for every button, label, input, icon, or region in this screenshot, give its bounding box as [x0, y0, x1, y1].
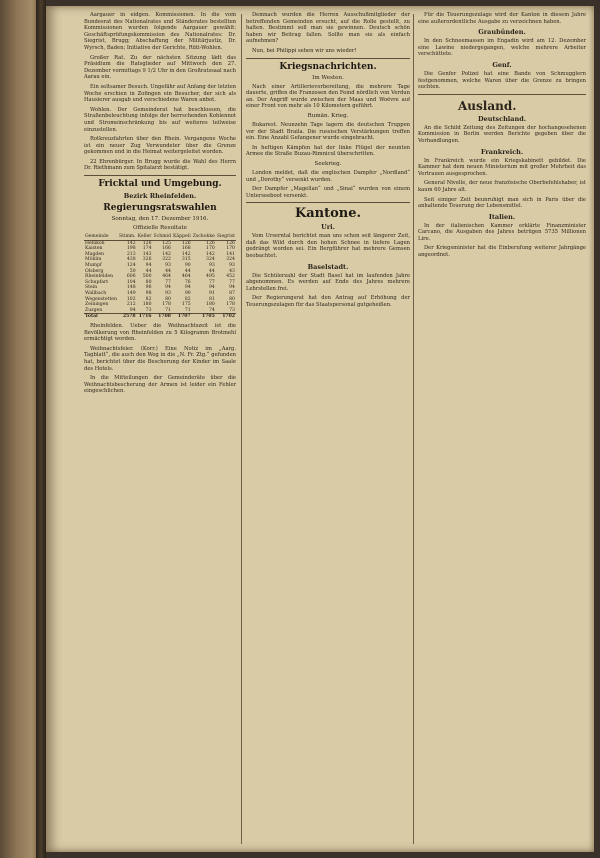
table-cell: Wallbach [85, 291, 107, 296]
table-cell: 77 [229, 279, 235, 285]
column-rule-2 [413, 14, 414, 844]
section-divider [246, 58, 410, 59]
article-paragraph: Demnach wurden die Herren Ausschußmitglieder der betreffenden Gemeinden ersucht, auf die Rolle gestellt, zu halten. Bestimmt soll man sie gewinnen. Deutsch schön haben wir Beitrag fallen. Sollte man sie als einfach aufnehmen? [246, 12, 410, 45]
article-paragraph: In die Mitteilungen der Gemeinderäte über die Weihnachtsbescherung der Armen ist leider ein Fehler eingeschlichen. [84, 375, 236, 395]
table-cell: 315 [181, 257, 191, 263]
table-cell: 2578 [118, 314, 137, 320]
subheading-west: Im Westen. [312, 74, 344, 81]
table-cell: 1708 [153, 314, 172, 320]
table-cell: 71 [184, 307, 191, 313]
table-cell: 495 [206, 274, 215, 280]
table-cell: 82 [184, 296, 191, 302]
table-cell: 1707 [172, 314, 192, 320]
table-cell: 93 [165, 263, 171, 269]
table-cell: 76 [184, 279, 191, 285]
table-cell: 464 [181, 274, 191, 280]
column-3 [418, 12, 586, 846]
article-paragraph: London meldet, daß die englischen Dampfer „Nordland“ und „Dorothy“ versenkt wurden. [246, 169, 410, 183]
table-cell: 98 [145, 291, 152, 296]
section-heading-ausland: Ausland. [458, 98, 517, 113]
table-cell: 80 [145, 279, 152, 285]
article-paragraph: Die Genfer Polizei hat eine Bande von Schmugglern festgenommen, welche Waren über die Grenze zu bringen suchten. [418, 70, 586, 91]
table-header-cell: Schmid [153, 234, 171, 240]
table-cell: 170 [206, 246, 215, 252]
table-cell: 180 [142, 302, 152, 308]
table-cell: Mumpf [85, 263, 102, 269]
table-cell: 166 [162, 246, 171, 252]
table-cell: 1702 [216, 314, 236, 320]
table-cell: 94 [184, 285, 191, 291]
column-2 [246, 12, 410, 846]
book-binding [36, 0, 46, 858]
table-cell: 90 [184, 291, 191, 296]
table-cell: 94 [208, 285, 215, 291]
article-paragraph: 22 Ehrenbürger. In Brugg wurde die Wahl des Herrn Dr. Riethmann zum Spitalarzt bestätigt. [84, 158, 236, 172]
election-heading: Regierungsratswahlen [103, 203, 217, 214]
article-paragraph: Großer Rat. Zu der nächsten Sitzung lädt das Präsidium die Ratsglieder auf Mittwoch den 27. Dezember vormittags 9 1/2 Uhr in den Großratssaal nach Aarau ein. [84, 54, 236, 81]
table-cell: 149 [126, 291, 136, 296]
subheading-basel: Baselstadt. [307, 262, 349, 271]
table-cell: 322 [162, 257, 171, 263]
table-cell: 168 [181, 246, 191, 252]
table-cell: Hellikon [85, 240, 105, 246]
table-cell: 93 [165, 291, 171, 296]
table-header-cell: Gemeinde [84, 234, 118, 240]
table-header-cell: Keller [137, 234, 152, 240]
section-heading-war: Kriegsnachrichten. [279, 61, 377, 72]
table-cell: Schupfart [85, 279, 109, 285]
table-header-cell: Stimm. [118, 234, 136, 240]
table-cell: 96 [145, 285, 152, 291]
table-cell: 43 [229, 268, 235, 274]
table-cell: 73 [145, 307, 152, 313]
table-cell: 50 [129, 268, 136, 274]
table-cell: 102 [126, 296, 136, 302]
table-cell: Magden [85, 251, 105, 257]
article-paragraph: In Frankreich wurde ein Kriegskabinett gebildet. Die Kammer hat dem neuen Ministerium mit großer Mehrheit das Vertrauen ausgesprochen. [418, 157, 586, 177]
table-cell: Zuzgen [85, 307, 103, 313]
article-paragraph: Der Dampfer „Magellan“ und „Sinai“ wurden von einem Unterseeboot versenkt. [246, 186, 410, 199]
table-cell: 326 [142, 257, 152, 263]
article-paragraph: Seit einiger Zeit beunruhigt man sich in Paris über die anhaltende Teuerung der Lebensmittel. [418, 196, 586, 210]
table-cell: 93 [229, 263, 235, 269]
subheading-genf: Genf. [492, 60, 512, 69]
article-paragraph: An die Schild Zeitung des Zeitungen der hochangesehenen Kommission in Berlin werden Berichte gegeben über die Verhandlungen. [418, 124, 586, 144]
table-cell: 148 [126, 285, 136, 291]
table-cell: 142 [126, 240, 136, 246]
table-cell: Wegenstetten [85, 296, 117, 302]
table-cell: Olsberg [85, 268, 104, 274]
table-cell: 71 [165, 307, 171, 313]
subheading-deutschland: Deutschland. [477, 114, 527, 123]
article-paragraph: In der italienischen Kammer erklärte Finanzminister Carcano, die Ausgaben des Jahres betrügen 5735 Millionen Lire. [418, 222, 586, 242]
subheading-uri: Uri. [321, 223, 335, 232]
table-cell: 104 [126, 279, 136, 285]
article-paragraph: Rheinfelden. Ueber die Weihnachtszeit ist die Bevölkerung von Rheinfelden zu 5 Kilogramm Brotmehl ermächtigt worden. [84, 322, 236, 343]
article-paragraph: Nun, bei Philippi sehen wir uns wieder! [252, 47, 357, 54]
table-cell: 91 [208, 291, 215, 296]
table-cell: 80 [165, 296, 171, 302]
table-header-cell: Käppeli [172, 234, 191, 240]
article-paragraph: Der Kriegsminister hat die Einberufung weiterer Jahrgänge angeordnet. [418, 245, 586, 259]
subheading-graubuenden: Graubünden. [478, 28, 526, 37]
table-cell: 87 [229, 291, 235, 296]
table-cell: 44 [184, 268, 191, 274]
table-cell: 77 [165, 279, 171, 285]
table-cell: 44 [208, 268, 215, 274]
table-cell: 142 [206, 251, 215, 257]
table-cell: 452 [226, 274, 235, 280]
section-heading-kantone: Kantone. [294, 206, 362, 222]
article-paragraph: General Nivelle, der neue französische Oberbefehlshaber, ist kaum 60 Jahre alt. [418, 180, 586, 193]
table-cell: 175 [181, 302, 191, 308]
article-paragraph: Weihnachtsfeier. (Korr.) Eine Notiz im „Aarg. Tagblatt“, die auch den Weg in die „N. Fr. Ztg.“ gefunden hat, berichtet über die Bescherung der Kinder im Saale des Hotels. [84, 345, 236, 372]
table-header-cell: Siegrist [216, 234, 235, 240]
table-body [84, 240, 236, 320]
table-cell: 212 [126, 302, 136, 308]
table-cell: 44 [165, 268, 171, 274]
table-cell: 143 [142, 251, 152, 257]
table-caption: Offizielle Resultate [133, 225, 187, 232]
subheading-sea: Seekrieg. [314, 160, 342, 167]
table-cell: 464 [162, 274, 171, 280]
article-paragraph: In den Schneemassen im Engadin wird am 12. Dezember eine Lawine niedergegangen, welche mehrere Arbeiter verschüttete. [418, 38, 586, 58]
table-cell: Möhlin [85, 257, 102, 263]
article-paragraph: Ein seltsamer Besuch. Ungefähr auf Anfang der letzten Woche erschien in Zofingen ein Besucher, der sich als Hausierer ausgab und verschiedene Waren anbot. [84, 83, 236, 104]
table-cell: 178 [162, 302, 171, 308]
table-cell: 124 [126, 263, 136, 269]
table-cell: 1716 [137, 314, 153, 320]
table-cell: 77 [208, 279, 215, 285]
section-divider [246, 202, 410, 203]
section-divider [84, 175, 236, 176]
table-cell: 82 [145, 296, 152, 302]
table-cell: 142 [181, 251, 191, 257]
article-paragraph: Aargauer in eidgen. Kommissionen. In die vom Bundesrat des Nationalrates und Ständerates bestellten Kommissionen wurden folgende Aargauer gewählt: Geschäftsprüfungskommission des Nationalrates: Dr. Siegrist, Brugg; Abschaffung der Militärjustiz, Dr. Wyrsch, Baden; Initiative der Gerichte, Rüti-Wohlen. [84, 12, 236, 51]
table-header-cell: Zschokke [192, 234, 215, 240]
table-cell: 90 [184, 263, 191, 269]
article-paragraph: Wohlen. Der Gemeinderat hat beschlossen, die Straßenbeleuchtung infolge der herrschenden Kohlennot und Stromeinschränkung bis auf weiteres teilweise einzustellen. [84, 106, 236, 133]
table-cell: 94 [145, 263, 152, 269]
article-paragraph: Für die Teuerungszulage wird der Kanton in diesem Jahre eine außerordentliche Ausgabe zu verzeichnen haben. [418, 12, 586, 25]
table-cell: 438 [126, 257, 136, 263]
table-cell: 126 [226, 240, 235, 246]
article-paragraph: Bukarest. Neunzehn Tage lagern die deutschen Truppen vor der Stadt Braila. Die russischen Verstärkungen treffen ein. Eine Anzahl Gefangener wurde eingebracht. [246, 121, 410, 142]
article-paragraph: Vom Urserntal berichtet man uns schon seit längerer Zeit, daß das Wild durch den hohen Schnee in tiefere Lagen gedrängt worden sei. Ein Bergführer hat mehrere Gemsen beobachtet. [246, 233, 410, 260]
table-cell: 1705 [192, 314, 216, 320]
table-cell: 126 [142, 240, 152, 246]
table-cell: 213 [126, 251, 136, 257]
table-cell: 198 [126, 246, 136, 252]
section-divider [418, 94, 586, 95]
table-cell: 174 [142, 246, 152, 252]
election-date: Sonntag, den 17. Dezember 1916. [111, 216, 209, 223]
article-paragraph: Nach einer Artillerievorbereitung, die mehrere Tage dauerte, griffen die Franzosen den Feind nördlich von Verdun an. Der Angriff wurde zwischen der Maas und Woëvre auf einer Front von mehr als 10 Kilometern geführt. [246, 83, 410, 110]
table-cell: Stein [85, 285, 98, 291]
table-cell: 500 [142, 274, 152, 280]
table-cell: 81 [208, 296, 215, 302]
table-cell: 170 [226, 246, 235, 252]
table-cell: 178 [226, 302, 235, 308]
table-cell: 141 [226, 251, 235, 257]
table-cell: Kaisten [85, 246, 103, 252]
table-header-row [84, 234, 236, 240]
column-rule-1 [241, 14, 242, 844]
table-cell: 324 [226, 257, 235, 263]
district-heading: Bezirk Rheinfelden. [123, 192, 197, 201]
section-heading-fricktal: Fricktal und Umgebung. [98, 179, 222, 190]
table-cell: 73 [229, 307, 235, 313]
table-cell: 606 [126, 274, 136, 280]
article-paragraph: Der Regierungsrat hat den Antrag auf Erhöhung der Teuerungszulagen für das Staatspersonal gutgeheißen. [246, 295, 410, 309]
table-cell: Rheinfelden [85, 274, 114, 280]
table-cell: 142 [162, 251, 171, 257]
table-total-row [84, 314, 236, 320]
subheading-east: Rumän. Krieg. [307, 112, 349, 119]
article-paragraph: In heftigen Kämpfen hat der linke Flügel der neunten Armee die Straße Buzau-Rimnicul überschritten. [246, 144, 410, 158]
article-paragraph: Die Schülerzahl der Stadt Basel hat im laufenden Jahre abgenommen. Es werden auf Ende des Jahres mehrere Lehrstellen frei. [246, 272, 410, 292]
subheading-italien: Italien. [488, 212, 516, 221]
table-cell: 126 [206, 240, 215, 246]
subheading-frankreich: Frankreich. [480, 147, 524, 156]
table-cell: 93 [208, 263, 215, 269]
left-page-edge [0, 0, 40, 858]
table-cell: 94 [129, 307, 136, 313]
table-cell: Zeiningen [85, 302, 109, 308]
newspaper-page [46, 6, 594, 852]
column-1 [84, 12, 236, 846]
article-paragraph: Rotkreuzfahrten über den Rhein. Vergangene Woche ist ein neuer Zug Verwundeter über die Grenze gekommen und in die Heimat weitergeleitet worden. [84, 136, 236, 156]
table-cell: 180 [206, 302, 215, 308]
table-cell: 125 [162, 240, 171, 246]
table-cell: 324 [206, 257, 215, 263]
table-cell: 44 [145, 268, 152, 274]
table-cell: 74 [208, 307, 215, 313]
table-cell: 94 [229, 285, 235, 291]
election-results-table [84, 234, 236, 320]
table-cell: Total [84, 314, 118, 320]
